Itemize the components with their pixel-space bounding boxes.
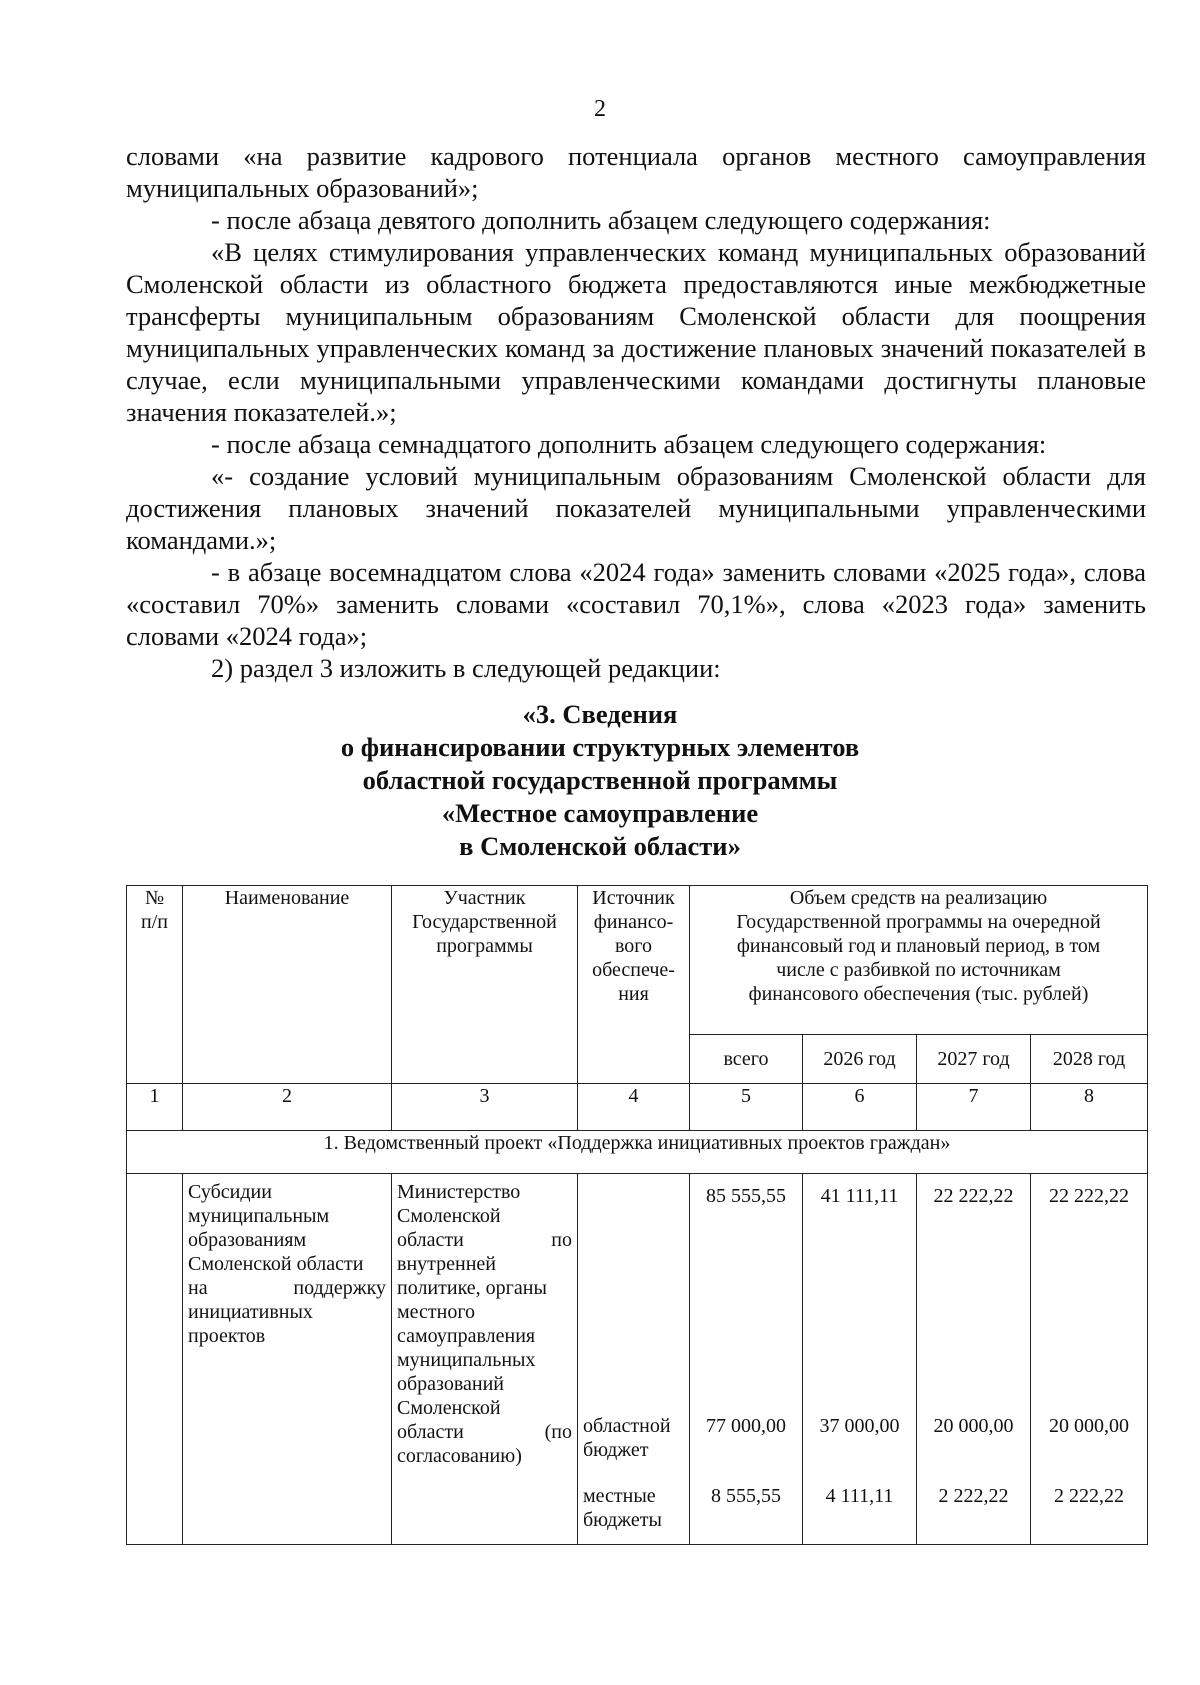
total-all: 85 555,55: [706, 1185, 786, 1207]
body-text: [126, 140, 1146, 684]
y2026-local: 4 111,11: [825, 1485, 894, 1507]
paragraph-1-line-1: словами «на развитие кадрового потенциала органов местного самоуправления: [126, 141, 1146, 171]
y2028-local: 2 222,22: [1054, 1485, 1124, 1507]
paragraph-4: - после абзаца семнадцатого дополнить абзацем следующего содержания:: [211, 429, 1047, 459]
heading-line-1: «3. Сведения: [522, 699, 678, 729]
paragraph-7: 2) раздел 3 изложить в следующей редакции:: [211, 653, 721, 683]
heading-line-3: областной государственной программы: [362, 765, 838, 795]
row-name-cell: Субсидии муниципальным образованиям Смоленской области на поддержку инициативных проектов: [183, 1174, 392, 1545]
header-number: № п/п: [127, 886, 183, 1084]
heading-line-4: «Местное самоуправление: [441, 798, 759, 828]
header-volume: Объем средств на реализацию Государственной программы на очередной финансовый год и плановый период, в том числе с разбивкой по источникам финансового обеспечения (тыс. рублей): [690, 886, 1148, 1035]
paragraph-1-line-2: муниципальных образований»;: [126, 173, 479, 203]
total-regional: 77 000,00: [706, 1415, 786, 1437]
header-name: Наименование: [183, 886, 392, 1084]
header-2027: 2027 год: [917, 1035, 1031, 1084]
col-number: 4: [578, 1084, 690, 1131]
row-total-cell: [690, 1174, 803, 1545]
y2026-regional: 37 000,00: [819, 1415, 900, 1437]
row-number-cell: [127, 1174, 183, 1545]
paragraph-3: «В целях стимулирования управленческих команд муниципальных образований Смоленской области из областного бюджета предоставляются иные межбюджетные трансферты муниципальным образованиям Смоленской области для поощрения муниципальных управленческих команд за достижение плановых значений показателей в случае, если муниципальными управленческими командами достигнуты плановые значения показателей.»;: [126, 237, 1146, 427]
y2028-regional: 20 000,00: [1049, 1415, 1129, 1437]
section-title: 1. Ведомственный проект «Поддержка инициативных проектов граждан»: [127, 1131, 1148, 1174]
section-heading: [0, 698, 1200, 863]
y2028-all: 22 222,22: [1049, 1185, 1129, 1207]
header-source: Источник финансо- вого обеспече- ния: [578, 886, 690, 1084]
row-participant-cell: Министерство Смоленской области по внутренней политике, органы местного самоуправления муниципальных образований Смоленской области (по согласованию): [392, 1174, 578, 1545]
row-2028-cell: [1031, 1174, 1148, 1545]
col-number: 8: [1031, 1084, 1148, 1131]
y2027-all: 22 222,22: [933, 1185, 1014, 1207]
header-2028: 2028 год: [1031, 1035, 1148, 1084]
page-number: 2: [594, 96, 606, 122]
header-total: всего: [690, 1035, 803, 1084]
col-number: 3: [392, 1084, 578, 1131]
row-2027-cell: [917, 1174, 1031, 1545]
financing-table: [126, 885, 1148, 1545]
source-regional: областной бюджет: [583, 1415, 671, 1461]
y2027-local: 2 222,22: [938, 1485, 1009, 1507]
col-number: 1: [127, 1084, 183, 1131]
paragraph-6: - в абзаце восемнадцатом слова «2024 года» заменить словами «2025 года», слова «составил 70%» заменить словами «составил 70,1%», слова «2023 года» заменить словами «2024 года»;: [126, 557, 1146, 651]
source-local: местные бюджеты: [583, 1485, 662, 1531]
col-number: 5: [690, 1084, 803, 1131]
row-source-cell: [578, 1174, 690, 1545]
col-number: 6: [803, 1084, 917, 1131]
y2026-all: 41 111,11: [820, 1185, 899, 1207]
row-2026-cell: [803, 1174, 917, 1545]
paragraph-2: - после абзаца девятого дополнить абзацем следующего содержания:: [211, 205, 991, 235]
header-participant: Участник Государственной программы: [392, 886, 578, 1084]
header-2026: 2026 год: [803, 1035, 917, 1084]
table-row: [127, 1174, 1148, 1545]
col-number: 2: [183, 1084, 392, 1131]
heading-line-2: о финансировании структурных элементов: [340, 732, 860, 762]
total-local: 8 555,55: [711, 1485, 781, 1507]
paragraph-5: «- создание условий муниципальным образованиям Смоленской области для достижения плановых значений показателей муниципальными управленческими командами.»;: [126, 461, 1146, 555]
column-numbers-row: [127, 1084, 1148, 1131]
y2027-regional: 20 000,00: [933, 1415, 1014, 1437]
col-number: 7: [917, 1084, 1031, 1131]
heading-line-5: в Смоленской области»: [459, 831, 741, 861]
